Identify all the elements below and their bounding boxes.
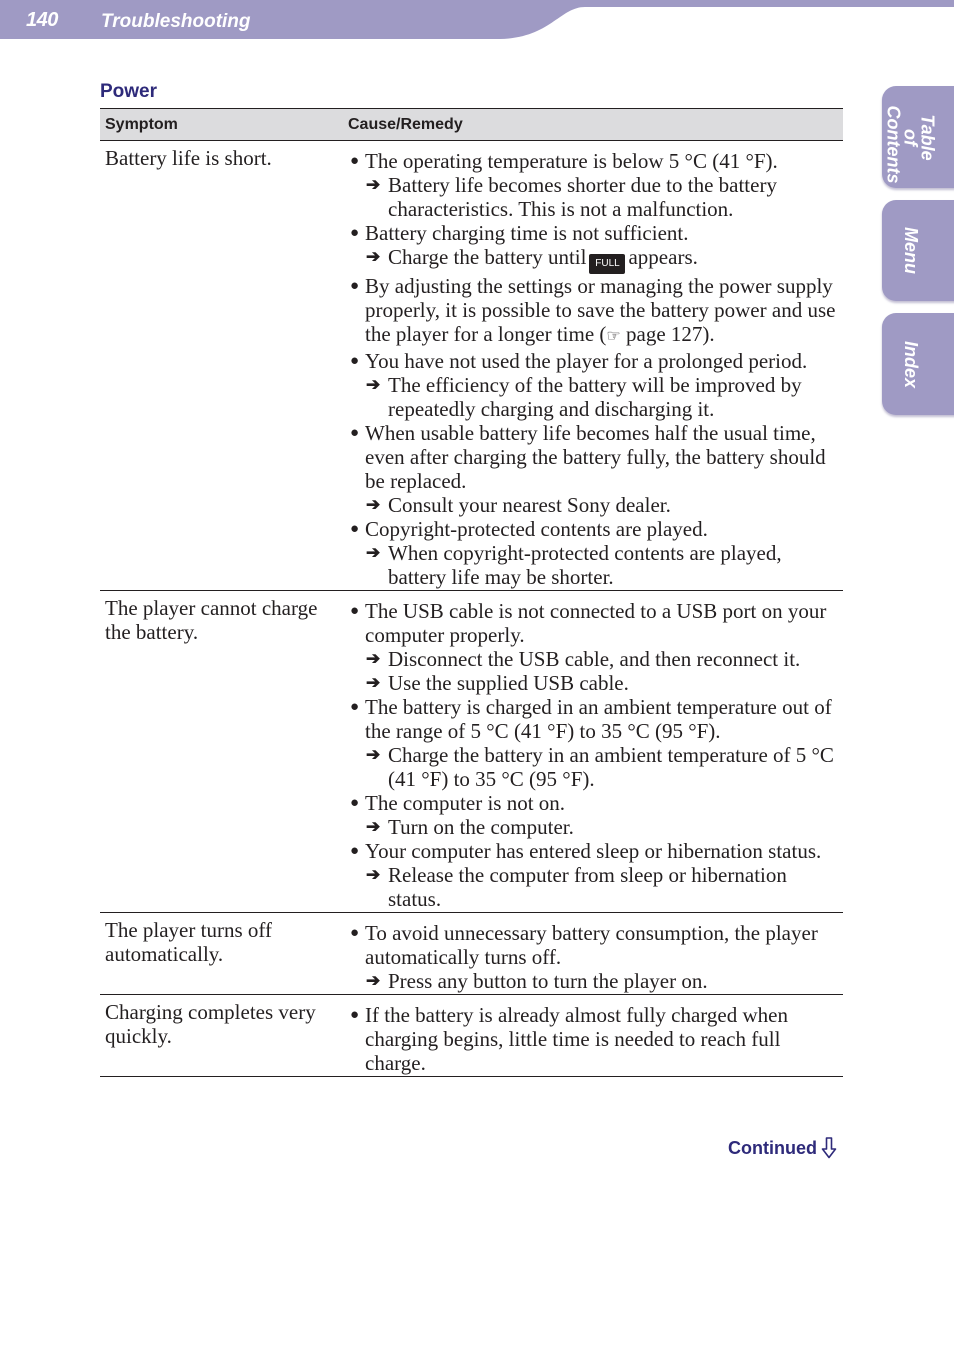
- remedy-item: [349, 969, 837, 993]
- remedy-text: The efficiency of the battery will be improved by repeatedly charging and discharging it.: [388, 373, 802, 421]
- arrow-right-icon: ➔: [366, 649, 381, 668]
- cause-text: Battery charging time is not sufficient.: [365, 221, 689, 245]
- arrow-down-icon: [821, 1137, 837, 1159]
- cause-item: [349, 517, 837, 541]
- table-row: [100, 591, 843, 913]
- cause-text: The battery is charged in an ambient temperature out of the range of 5 °C (41 °F) to 35 °C (95 °F).: [365, 695, 832, 743]
- cause-item: [349, 221, 837, 245]
- arrow-right-icon: ➔: [366, 375, 381, 394]
- cause-text: You have not used the player for a prolonged period.: [365, 349, 808, 373]
- section-title: Power: [100, 81, 158, 102]
- remedy-text: Battery life becomes shorter due to the battery characteristics. This is not a malfunction.: [388, 173, 777, 221]
- symptom-cell: Battery life is short.: [100, 141, 343, 591]
- battery-full-icon: FULL: [589, 254, 625, 274]
- bullet-icon: ●: [350, 425, 360, 441]
- remedy-text: Disconnect the USB cable, and then reconnect it.: [388, 647, 801, 671]
- page-number: 140: [26, 9, 58, 31]
- cause-remedy-cell: [343, 141, 843, 591]
- arrow-right-icon: ➔: [366, 543, 381, 562]
- arrow-right-icon: ➔: [366, 247, 381, 266]
- cause-text: Your computer has entered sleep or hibernation status.: [365, 839, 822, 863]
- cause-text: The USB cable is not connected to a USB port on your computer properly.: [365, 599, 827, 647]
- remedy-item: [349, 743, 837, 791]
- remedy-text: Consult your nearest Sony dealer.: [388, 493, 671, 517]
- cause-item: [349, 274, 837, 349]
- symptom-cell: The player turns off automatically.: [100, 913, 343, 995]
- bullet-icon: ●: [350, 699, 360, 715]
- remedy-text: Charge the battery in an ambient temperature of 5 °C (41 °F) to 35 °C (95 °F).: [388, 743, 834, 791]
- remedy-item: [349, 863, 837, 911]
- arrow-right-icon: ➔: [366, 175, 381, 194]
- cause-item: [349, 839, 837, 863]
- table-row: [100, 141, 843, 591]
- cause-text: The computer is not on.: [365, 791, 566, 815]
- cause-remedy-cell: [343, 995, 843, 1077]
- remedy-item: [349, 671, 837, 695]
- cause-remedy-cell: [343, 913, 843, 995]
- remedy-text: Turn on the computer.: [388, 815, 574, 839]
- remedy-text: When copyright-protected contents are played, battery life may be shorter.: [388, 541, 782, 589]
- remedy-item: [349, 541, 837, 589]
- page-reference-link[interactable]: page 127).: [620, 322, 715, 346]
- arrow-right-icon: ➔: [366, 745, 381, 764]
- tab-table-of-contents[interactable]: [882, 86, 954, 188]
- remedy-text: Use the supplied USB cable.: [388, 671, 629, 695]
- cause-remedy-cell: [343, 591, 843, 913]
- continued-link[interactable]: [728, 1137, 837, 1159]
- arrow-right-icon: ➔: [366, 495, 381, 514]
- symptom-cell: The player cannot charge the battery.: [100, 591, 343, 913]
- remedy-item: [349, 173, 837, 221]
- bullet-icon: ●: [350, 603, 360, 619]
- remedy-text: Press any button to turn the player on.: [388, 969, 708, 993]
- arrow-right-icon: ➔: [366, 865, 381, 884]
- cause-item: [349, 149, 837, 173]
- tab-menu[interactable]: [882, 200, 954, 301]
- cause-item: [349, 349, 837, 373]
- column-header-symptom: Symptom: [100, 109, 343, 141]
- remedy-text: Charge the battery until: [388, 245, 587, 269]
- tab-table-of-contents-label: Table of Contents: [883, 105, 938, 183]
- bullet-icon: ●: [350, 353, 360, 369]
- remedy-item: [349, 815, 837, 839]
- cause-text: To avoid unnecessary battery consumption, the player automatically turns off.: [365, 921, 818, 969]
- table-row: [100, 913, 843, 995]
- cause-text: Copyright-protected contents are played.: [365, 517, 708, 541]
- bullet-icon: ●: [350, 925, 360, 941]
- bullet-icon: ●: [350, 1007, 360, 1023]
- remedy-text: Release the computer from sleep or hibernation status.: [388, 863, 787, 911]
- cause-item: [349, 1003, 837, 1075]
- remedy-item: [349, 493, 837, 517]
- bullet-icon: ●: [350, 521, 360, 537]
- cause-item: [349, 421, 837, 493]
- arrow-right-icon: ➔: [366, 971, 381, 990]
- remedy-text: appears.: [628, 245, 698, 269]
- cause-item: [349, 791, 837, 815]
- cause-text: When usable battery life becomes half the usual time, even after charging the battery fully, the battery should be replaced.: [365, 421, 826, 493]
- tab-menu-label: Menu: [900, 227, 921, 274]
- remedy-item: [349, 373, 837, 421]
- tab-index[interactable]: [882, 313, 954, 415]
- cause-text: If the battery is already almost fully charged when charging begins, little time is needed to reach full charge.: [365, 1003, 788, 1075]
- page-reference-icon: ☞: [606, 328, 621, 345]
- cause-item: [349, 599, 837, 647]
- bullet-icon: ●: [350, 225, 360, 241]
- remedy-item: [349, 245, 837, 274]
- chapter-title: Troubleshooting: [101, 11, 251, 32]
- symptom-cell: Charging completes very quickly.: [100, 995, 343, 1077]
- cause-item: [349, 921, 837, 969]
- column-header-cause-remedy: Cause/Remedy: [343, 109, 843, 141]
- arrow-right-icon: ➔: [366, 817, 381, 836]
- bullet-icon: ●: [350, 843, 360, 859]
- table-row: [100, 995, 843, 1077]
- bullet-icon: ●: [350, 795, 360, 811]
- cause-text: By adjusting the settings or managing the power supply properly, it is possible to save the battery power and use the player for a longer time (: [365, 274, 836, 346]
- cause-text: The operating temperature is below 5 °C (41 °F).: [365, 149, 778, 173]
- bullet-icon: ●: [350, 278, 360, 294]
- troubleshooting-table: [100, 108, 843, 1077]
- tab-index-label: Index: [900, 340, 921, 388]
- cause-item: [349, 695, 837, 743]
- bullet-icon: ●: [350, 153, 360, 169]
- table-header-row: [100, 109, 843, 141]
- arrow-right-icon: ➔: [366, 673, 381, 692]
- remedy-item: [349, 647, 837, 671]
- continued-label: Continued: [728, 1137, 817, 1158]
